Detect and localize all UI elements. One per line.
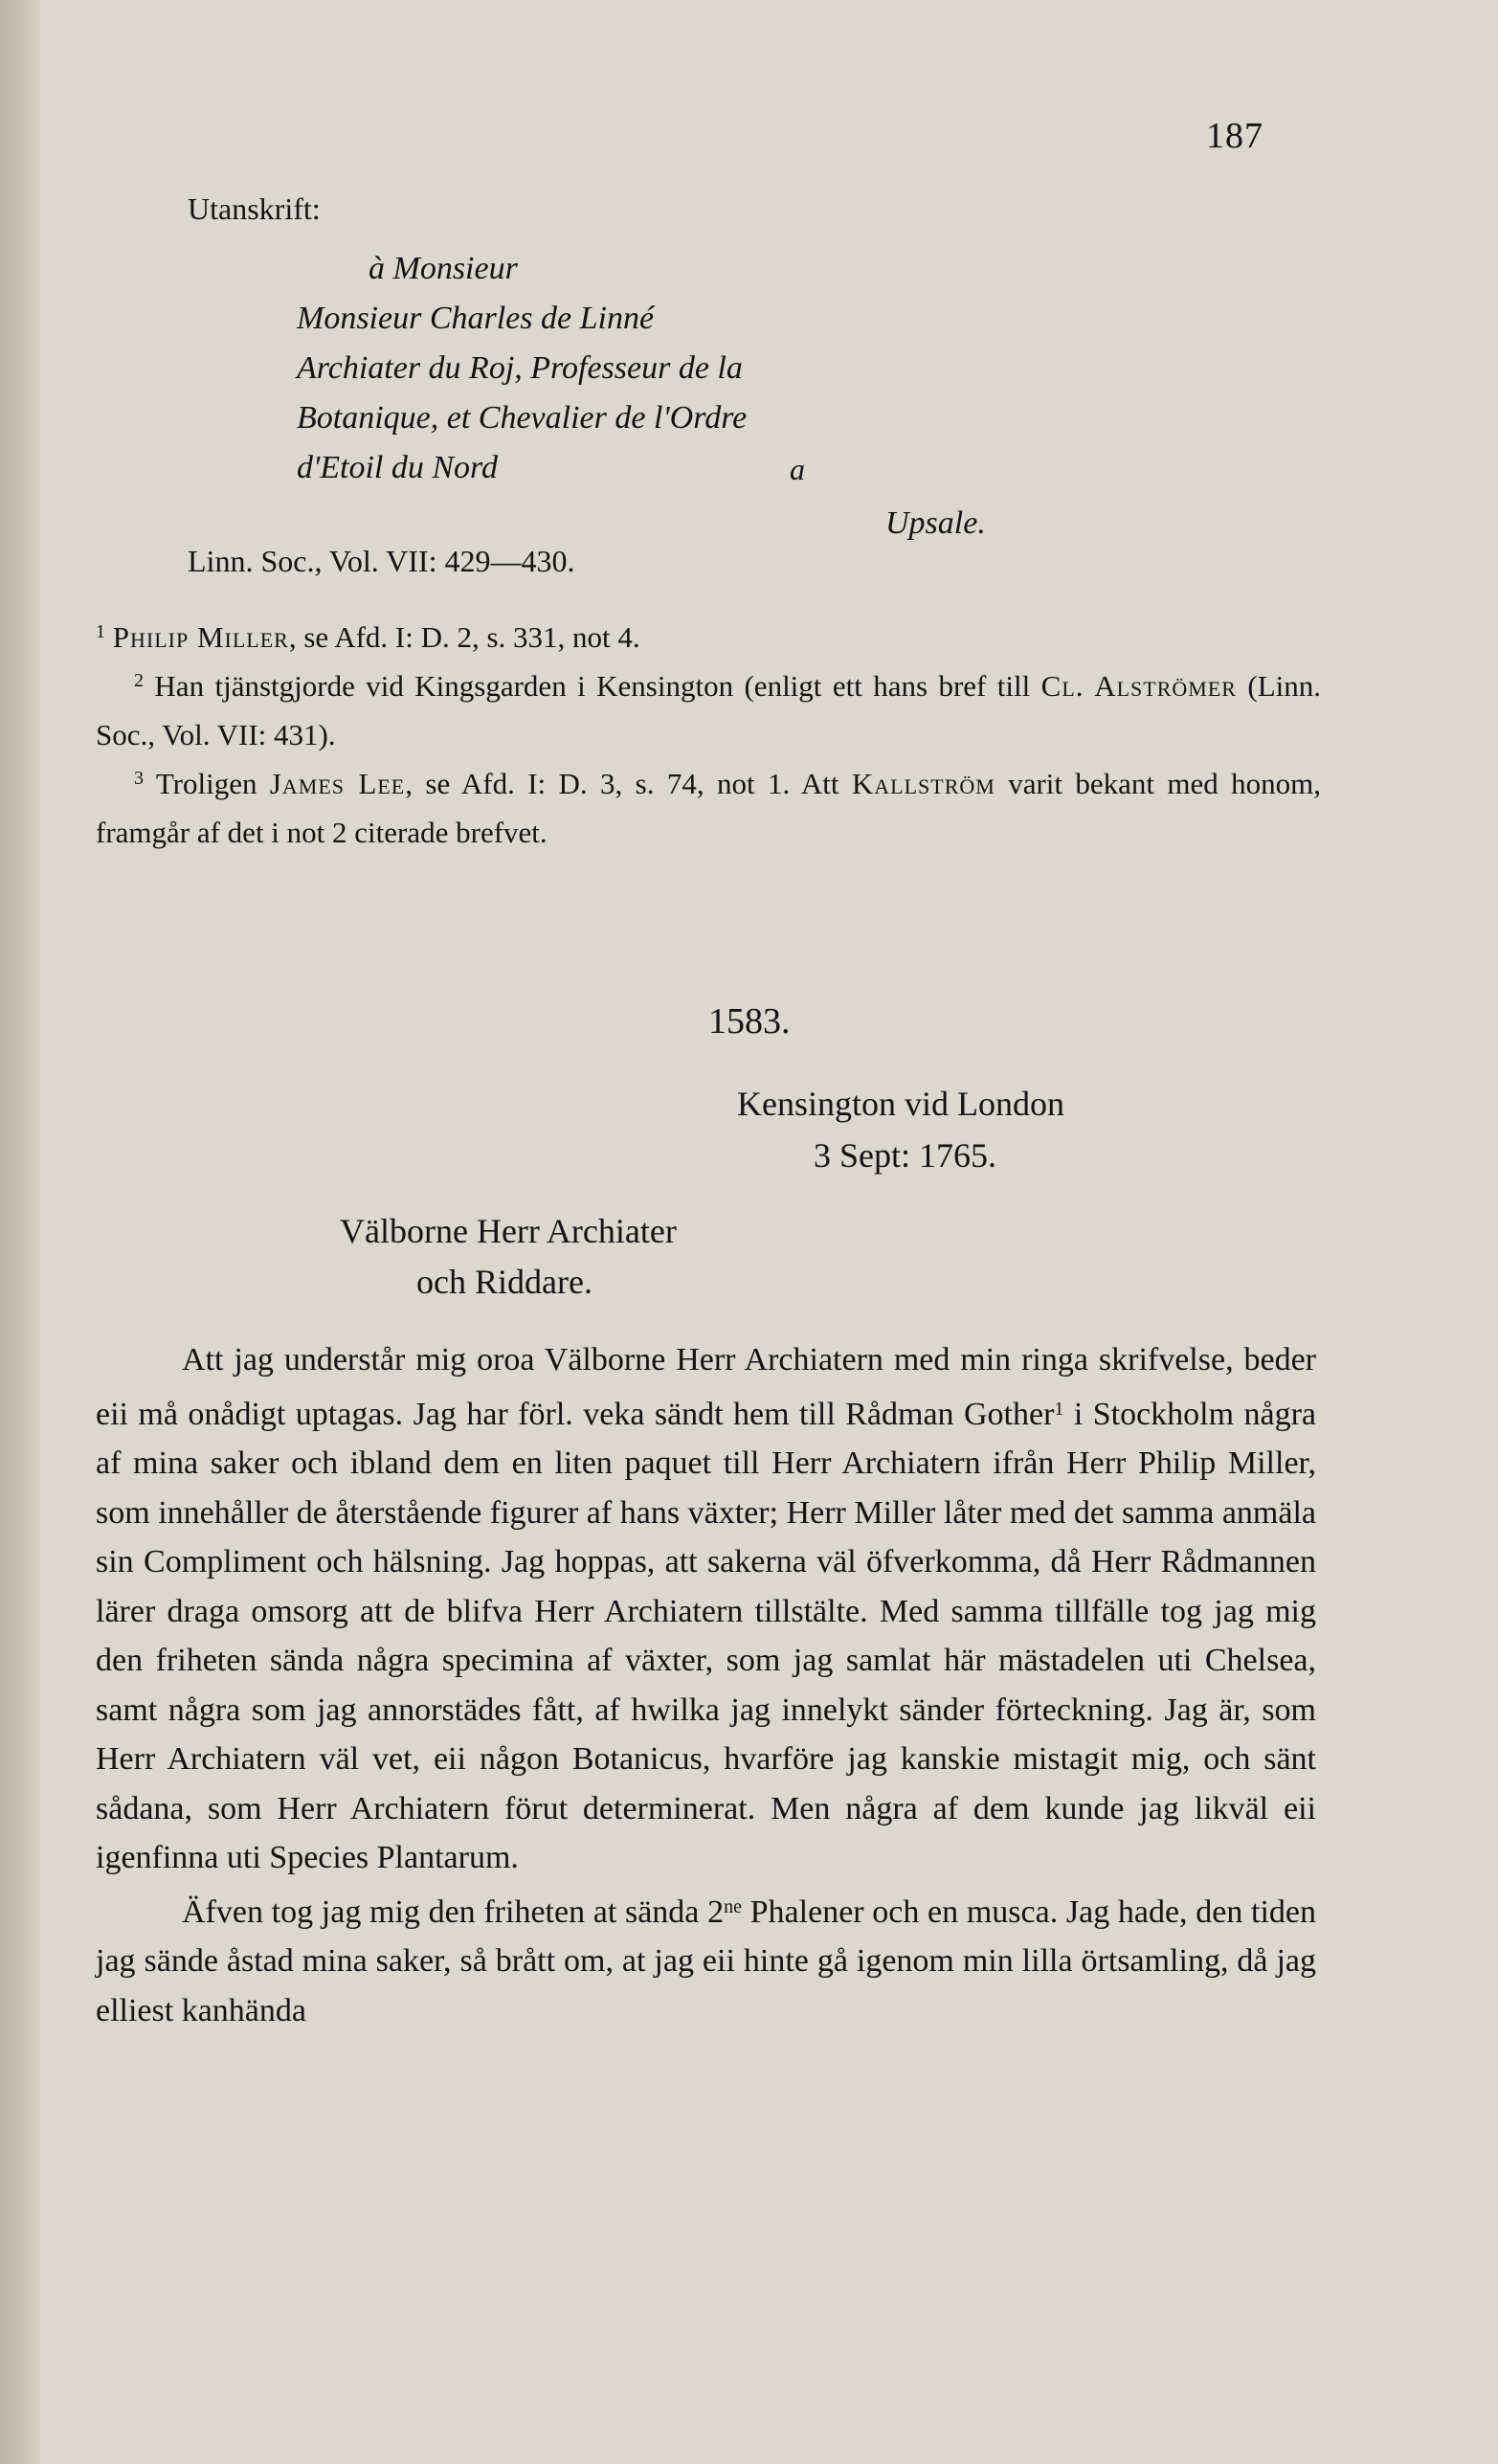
address-line: à Monsieur (369, 251, 518, 286)
address-line: Monsieur Charles de Linné (297, 301, 655, 336)
letter-date: 3 Sept: 1765. (814, 1136, 997, 1175)
footnote-name: James Lee (269, 767, 406, 800)
transcript-label: Utanskrift: (188, 191, 321, 226)
footnote-text: varit bekant med honom, framgår af det i not 2 citerade brefvet. (96, 767, 1322, 849)
ordinal-superscript: ne (724, 1895, 742, 1917)
paragraph-1 (96, 1335, 1316, 1883)
address-line: Botanique, et Chevalier de l'Ordre (297, 400, 748, 436)
salutation-line-1: Välborne Herr Archiater (340, 1212, 677, 1250)
paragraph-text: Äfven tog jag mig den friheten at sända 2 (182, 1893, 725, 1930)
footnote-text: , se Afd. I: D. 3, s. 74, not 1. Att (405, 767, 852, 800)
footnote-mark: 3 (134, 768, 144, 789)
paragraph-text: i Stockholm några af mina saker och ibland dem en liten paquet till Herr Archiatern ifrån Herr Philip Miller, som innehåller de återstående figurer af hans växter; Herr Miller låter med det samma anmäla sin Compliment och hälsning. Jag hoppas, att sakerna väl öfverkomma, då Herr Rådmannen lärer draga omsorg att de blifva Herr Archiatern tillstälte. Med samma tillfälle tog jag mig den friheten sända några specimina af växter, som jag samlat här mästadelen uti Chelsea, samt några som jag annorstädes fått, af hwilka jag innelykt sänder förteckning. Jag är, som Herr Archiatern väl vet, eii någon Botanicus, hvarföre jag kanskie mistagit mig, och sänt sådana, som Herr Archiatern förut determinerat. Men några af dem kunde jag likväl eii igenfinna uti Species Plantarum. (96, 1396, 1316, 1875)
paragraph-2 (96, 1883, 1316, 2036)
footnote-text: , se Afd. I: D. 2, s. 331, not 4. (288, 620, 640, 654)
footnote-text: Han tjänstgjorde vid Kingsgarden i Kensington (enligt ett hans bref till (154, 669, 1041, 703)
footnote-1 (96, 608, 1321, 661)
paragraph-text: Att jag understår mig oroa Välborne Herr Archiatern med min ringa skrifvelse, beder eii må onådigt uptagas. Jag har förl. veka sändt hem till Rådman Gother (96, 1342, 1316, 1432)
footnote-mark: 1 (96, 621, 105, 642)
footnote-text: (Linn. Soc., Vol. VII: 431). (96, 669, 1322, 751)
page-gutter-shadow (0, 0, 40, 2464)
letter-number: 1583. (708, 1001, 791, 1042)
footnote-2 (96, 657, 1321, 759)
letter-body (96, 1335, 1316, 2035)
address-line: d'Etoil du Nord (297, 450, 499, 485)
page-number: 187 (1206, 116, 1263, 156)
paragraph-text: Phalener och en musca. Jag hade, den tiden jag sände åstad mina saker, så brått om, at jag eii hinte gå igenom min lilla örtsamling, då jag elliest kanhända (96, 1893, 1316, 2028)
footnote-name: Cl. Alströmer (1040, 669, 1237, 703)
letter-place: Kensington vid London (737, 1085, 1064, 1123)
salutation-line-2: och Riddare. (416, 1263, 592, 1301)
footnote-mark: 2 (134, 670, 144, 691)
footnote-reference: 1 (1054, 1398, 1064, 1420)
address-preposition: a (790, 452, 805, 486)
footnote-text: Troligen (155, 767, 270, 800)
footnote-name: Philip Miller (112, 620, 289, 654)
address-city: Upsale. (885, 505, 986, 541)
footnote-3 (96, 754, 1321, 857)
address-block (297, 244, 747, 493)
source-reference: Linn. Soc., Vol. VII: 429—430. (188, 544, 575, 578)
footnote-name: Kallström (851, 767, 995, 800)
address-line: Archiater du Roj, Professeur de la (297, 350, 743, 386)
